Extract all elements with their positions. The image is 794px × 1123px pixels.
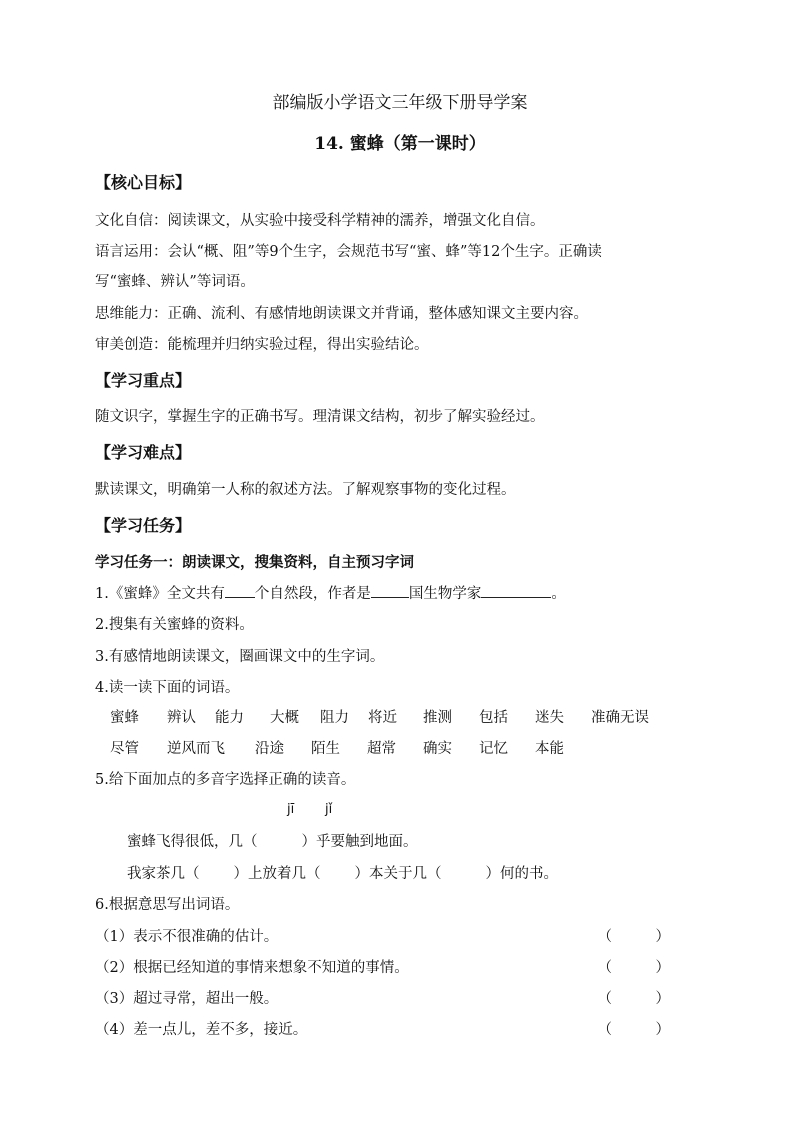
word: 迷失 — [535, 710, 564, 726]
word: 沿途 — [255, 741, 284, 757]
word: 记忆 — [479, 741, 508, 757]
word: 超常 — [367, 741, 396, 757]
word: 包括 — [479, 710, 508, 726]
difficulty-heading: 【学习难点】 — [95, 443, 192, 462]
answer-box[interactable]: （ ） — [597, 1022, 670, 1038]
word: 大概 — [270, 710, 299, 726]
word: 推测 — [423, 710, 452, 726]
q6-item: （4）差一点儿，差不多，接近。 （ ） — [95, 1018, 705, 1039]
goal-item: 写“蜜蜂、辨认”等词语。 — [95, 274, 255, 290]
blank-author[interactable] — [481, 585, 551, 598]
question-5: 5.给下面加点的多音字选择正确的读音。 — [95, 772, 356, 788]
question-2: 2.搜集有关蜜蜂的资料。 — [95, 617, 254, 633]
difficulty-text: 默读课文，明确第一人称的叙述方法。了解观察事物的变化过程。 — [95, 482, 516, 498]
question-6: 6.根据意思写出词语。 — [95, 897, 240, 913]
question-5-sentence-1: 蜜蜂飞得很低，几（ ）乎要触到地面。 — [127, 834, 418, 850]
task1-title: 学习任务一：朗读课文，搜集资料，自主预习字词 — [95, 554, 414, 571]
blank-country[interactable] — [371, 585, 409, 598]
word: 将近 — [368, 710, 397, 726]
word: 本能 — [535, 741, 564, 757]
question-1 — [95, 582, 566, 603]
q6-item: （2）根据已经知道的事情来想象不知道的事情。 （ ） — [95, 956, 705, 977]
q1-text-c: 国生物学家 — [408, 586, 482, 602]
question-5-sentence-2: 我家茶几（ ）上放着几（ ）本关于几（ ）何的书。 — [127, 866, 558, 882]
word: 准确无误 — [591, 710, 649, 726]
goals-heading: 【核心目标】 — [95, 173, 192, 192]
pinyin-option: jǐ — [325, 802, 333, 817]
blank-paragraph-count[interactable] — [225, 585, 255, 598]
question-3: 3.有感情地朗读课文，圈画课文中的生字词。 — [95, 649, 385, 665]
word: 能力 — [215, 710, 244, 726]
goal-item: 思维能力：正确、流利、有感情地朗读课文并背诵，整体感知课文主要内容。 — [95, 306, 588, 322]
answer-box[interactable]: （ ） — [597, 929, 670, 945]
goal-item: 语言运用：会认“概、阻”等9个生字，会规范书写“蜜、蜂”等12个生字。正确读 — [95, 244, 602, 260]
goal-item: 审美创造：能梳理并归纳实验过程，得出实验结论。 — [95, 337, 429, 353]
answer-box[interactable]: （ ） — [597, 991, 670, 1007]
tasks-heading: 【学习任务】 — [95, 516, 192, 535]
goal-item: 文化自信：阅读课文，从实验中接受科学精神的濡养，增强文化自信。 — [95, 213, 545, 229]
question-4: 4.读一读下面的词语。 — [95, 680, 240, 696]
q1-text-b: 个自然段，作者是 — [254, 586, 371, 602]
pinyin-option: jī — [287, 802, 295, 817]
word: 逆风而飞 — [167, 741, 225, 757]
word: 蜜蜂 — [110, 710, 139, 726]
word: 尽管 — [110, 741, 139, 757]
lesson-title: 14. 蜜蜂（第一课时） — [314, 134, 486, 154]
q1-text-d: 。 — [551, 586, 566, 602]
word: 确实 — [423, 741, 452, 757]
q6-item: （3）超过寻常，超出一般。 （ ） — [95, 987, 705, 1008]
focus-text: 随文识字，掌握生字的正确书写。理清课文结构，初步了解实验经过。 — [95, 409, 545, 425]
word: 阻力 — [320, 710, 349, 726]
answer-box[interactable]: （ ） — [597, 960, 670, 976]
focus-heading: 【学习重点】 — [95, 371, 192, 390]
q6-item: （1）表示不很准确的估计。 （ ） — [95, 925, 705, 946]
document-title: 部编版小学语文三年级下册导学案 — [272, 93, 528, 113]
word: 陌生 — [311, 741, 340, 757]
word: 辨认 — [167, 710, 196, 726]
q1-text-a: 1.《蜜蜂》全文共有 — [95, 586, 225, 602]
